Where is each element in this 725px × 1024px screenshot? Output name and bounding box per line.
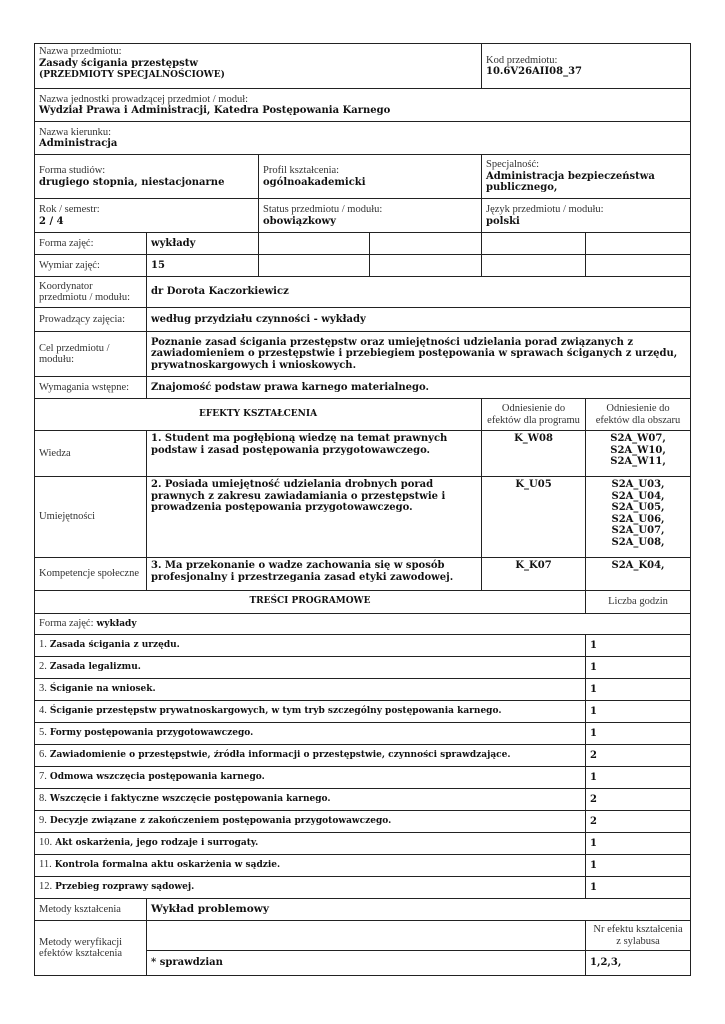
effect-text: 3. Ma przekonanie o wadze zachowania się w sposób profesjonalny i przestrzegania zasad etyki zawodowej. (147, 558, 482, 591)
req-label: Wymagania wstępne: (35, 377, 147, 399)
content-item-hours: 1 (586, 723, 691, 745)
year-label: Rok / semestr: (39, 204, 100, 215)
content-form-cell (35, 614, 691, 635)
hours-value: 15 (147, 255, 259, 277)
content-item-hours: 1 (586, 855, 691, 877)
effect-no-header: Nr efektu kształcenia z sylabusa (586, 921, 691, 951)
content-item-row (35, 723, 691, 745)
effects-title: EFEKTY KSZTAŁCENIA (35, 399, 482, 431)
effect-category: Umiejętności (35, 477, 147, 558)
content-item (35, 745, 586, 767)
content-item-row (35, 789, 691, 811)
teacher-value: według przydziału czynności - wykłady (147, 308, 691, 332)
code-label: Kod przedmiotu: (486, 54, 558, 66)
coordinator-label: Koordynator przedmiotu / modułu: (35, 277, 147, 308)
lang-cell (482, 199, 691, 233)
content-item-row (35, 833, 691, 855)
content-item-number: 6. (39, 749, 47, 761)
content-item (35, 723, 586, 745)
content-item (35, 877, 586, 899)
profile-label: Profil kształcenia: (263, 165, 340, 176)
content-item-hours: 1 (586, 635, 691, 657)
subject-label: Nazwa przedmiotu: (39, 46, 122, 57)
field-label: Nazwa kierunku: (39, 126, 112, 138)
content-form-label: Forma zajęć: (39, 617, 94, 629)
content-item-row (35, 657, 691, 679)
effect-text: 1. Student ma pogłębioną wiedzę na temat prawnych podstaw i zasad postępowania przygotowawczego. (147, 431, 482, 477)
status-label: Status przedmiotu / modułu: (263, 204, 383, 215)
effect-program: K_U05 (482, 477, 586, 558)
effect-text: 2. Posiada umiejętność udzielania drobnych porad prawnych z zakresu zawiadamiania o przestępstwie i prowadzenia postępowania przygotowawczego. (147, 477, 482, 558)
content-item (35, 855, 586, 877)
teaching-methods-value: Wykład problemowy (147, 899, 691, 921)
content-item-number: 8. (39, 793, 47, 805)
content-item-number: 12. (39, 881, 53, 893)
unit-label: Nazwa jednostki prowadzącej przedmiot / moduł: (39, 93, 249, 105)
effect-program: K_W08 (482, 431, 586, 477)
content-item-hours: 2 (586, 811, 691, 833)
goal-value: Poznanie zasad ścigania przestępstw oraz umiejętności udzielania porad związanych z zawiadomieniem o przestępstwie i przebiegiem postępowania w sprawach ściganych z urzędu, prywatnoskargowych i wnioskowych. (147, 332, 691, 377)
spec-value: Administracja bezpieczeństwa publicznego, (486, 170, 655, 194)
content-item-text: Wszczęcie i faktyczne wszczęcie postępowania karnego. (49, 794, 331, 805)
status-cell (259, 199, 482, 233)
content-item-hours: 1 (586, 679, 691, 701)
content-item-row (35, 679, 691, 701)
content-item-row (35, 635, 691, 657)
content-item-row (35, 745, 691, 767)
teaching-methods-label: Metody kształcenia (35, 899, 147, 921)
content-item-text: Kontrola formalna aktu oskarżenia w sądzie. (54, 860, 281, 871)
subject-name: Zasady ścigania przestępstw (39, 57, 198, 69)
effect-row (35, 558, 691, 591)
content-item-text: Odmowa wszczęcia postępowania karnego. (49, 772, 265, 783)
content-item-number: 10. (39, 837, 53, 849)
content-item (35, 789, 586, 811)
spec-cell (482, 155, 691, 199)
effect-row (35, 431, 691, 477)
field-name: Administracja (39, 138, 118, 149)
syllabus-table (34, 43, 691, 976)
lang-value: polski (486, 215, 520, 227)
profile-cell (259, 155, 482, 199)
verification-method: * sprawdzian (147, 951, 586, 976)
content-item-number: 9. (39, 815, 47, 827)
form-value: drugiego stopnia, niestacjonarne (39, 176, 225, 188)
content-item-number: 11. (39, 859, 52, 871)
field-cell (35, 122, 691, 155)
status-value: obowiązkowy (263, 215, 336, 227)
hours-label: Wymiar zajęć: (35, 255, 147, 277)
year-value: 2 / 4 (39, 215, 64, 227)
content-item-hours: 1 (586, 701, 691, 723)
content-item-hours: 1 (586, 657, 691, 679)
form-label: Forma studiów: (39, 165, 106, 176)
effects-area-header: Odniesienie do efektów dla obszaru (586, 399, 691, 431)
class-form-value: wykłady (147, 233, 259, 255)
content-item-hours: 2 (586, 745, 691, 767)
unit-cell (35, 89, 691, 122)
content-item-text: Przebieg rozprawy sądowej. (55, 882, 195, 893)
content-item-row (35, 855, 691, 877)
content-item-text: Zawiadomienie o przestępstwie, źródła informacji o przestępstwie, czynności sprawdzające. (49, 750, 511, 761)
effect-row (35, 477, 691, 558)
content-form-value: wykłady (96, 618, 137, 629)
content-item-row (35, 767, 691, 789)
content-item-number: 2. (39, 661, 47, 673)
year-cell (35, 199, 259, 233)
lang-label: Język przedmiotu / modułu: (486, 204, 604, 215)
form-cell (35, 155, 259, 199)
subject-cell: Nazwa przedmiotu: Zasady ścigania przestępstw (PRZEDMIOTY SPECJALNOŚCIOWE) (35, 44, 482, 89)
content-item-number: 1. (39, 639, 47, 651)
content-item-text: Decyzje związane z zakończeniem postępowania przygotowawczego. (49, 816, 392, 827)
code-cell (482, 44, 691, 89)
effect-program: K_K07 (482, 558, 586, 591)
content-item-text: Ściganie przestępstw prywatnoskargowych, w tym tryb szczególny postępowania karnego. (49, 706, 502, 717)
content-item-text: Akt oskarżenia, jego rodzaje i surrogaty. (55, 838, 259, 849)
effects-program-header: Odniesienie do efektów dla programu (482, 399, 586, 431)
profile-value: ogólnoakademicki (263, 176, 366, 188)
content-item-row (35, 701, 691, 723)
content-item-hours: 1 (586, 767, 691, 789)
content-item-number: 4. (39, 705, 47, 717)
subject-code: 10.6V26AII08_37 (486, 66, 582, 77)
effect-category: Kompetencje społeczne (35, 558, 147, 591)
spec-label: Specjalność: (486, 159, 540, 171)
goal-label: Cel przedmiotu / modułu: (35, 332, 147, 377)
coordinator-value: dr Dorota Kaczorkiewicz (147, 277, 691, 308)
teacher-label: Prowadzący zajęcia: (35, 308, 147, 332)
content-item (35, 811, 586, 833)
content-item-hours: 1 (586, 877, 691, 899)
content-item (35, 701, 586, 723)
content-item-row (35, 811, 691, 833)
unit-name: Wydział Prawa i Administracji, Katedra Postępowania Karnego (39, 105, 391, 116)
effect-category: Wiedza (35, 431, 147, 477)
content-item-text: Ściganie na wniosek. (49, 684, 156, 695)
content-item-text: Zasada legalizmu. (49, 662, 141, 673)
content-item (35, 767, 586, 789)
content-item-number: 5. (39, 727, 47, 739)
effect-area: S2A_W07, S2A_W10, S2A_W11, (586, 431, 691, 477)
content-item (35, 635, 586, 657)
content-item-row (35, 877, 691, 899)
effect-area: S2A_K04, (586, 558, 691, 591)
content-item (35, 833, 586, 855)
verification-label: Metody weryfikacji efektów kształcenia (35, 921, 147, 976)
content-item (35, 679, 586, 701)
content-hours-header: Liczba godzin (586, 591, 691, 614)
effect-area: S2A_U03, S2A_U04, S2A_U05, S2A_U06, S2A_U07, S2A_U08, (586, 477, 691, 558)
content-item-text: Formy postępowania przygotowawczego. (49, 728, 254, 739)
class-form-label: Forma zajęć: (35, 233, 147, 255)
content-item-hours: 2 (586, 789, 691, 811)
content-item-text: Zasada ścigania z urzędu. (49, 640, 180, 651)
subject-group: PRZEDMIOTY SPECJALNOŚCIOWE (43, 70, 221, 80)
verification-effects: 1,2,3, (586, 951, 691, 976)
content-item-hours: 1 (586, 833, 691, 855)
content-item-number: 7. (39, 771, 47, 783)
req-value: Znajomość podstaw prawa karnego materialnego. (147, 377, 691, 399)
content-item (35, 657, 586, 679)
content-item-number: 3. (39, 683, 47, 695)
content-title: TREŚCI PROGRAMOWE (35, 591, 586, 614)
